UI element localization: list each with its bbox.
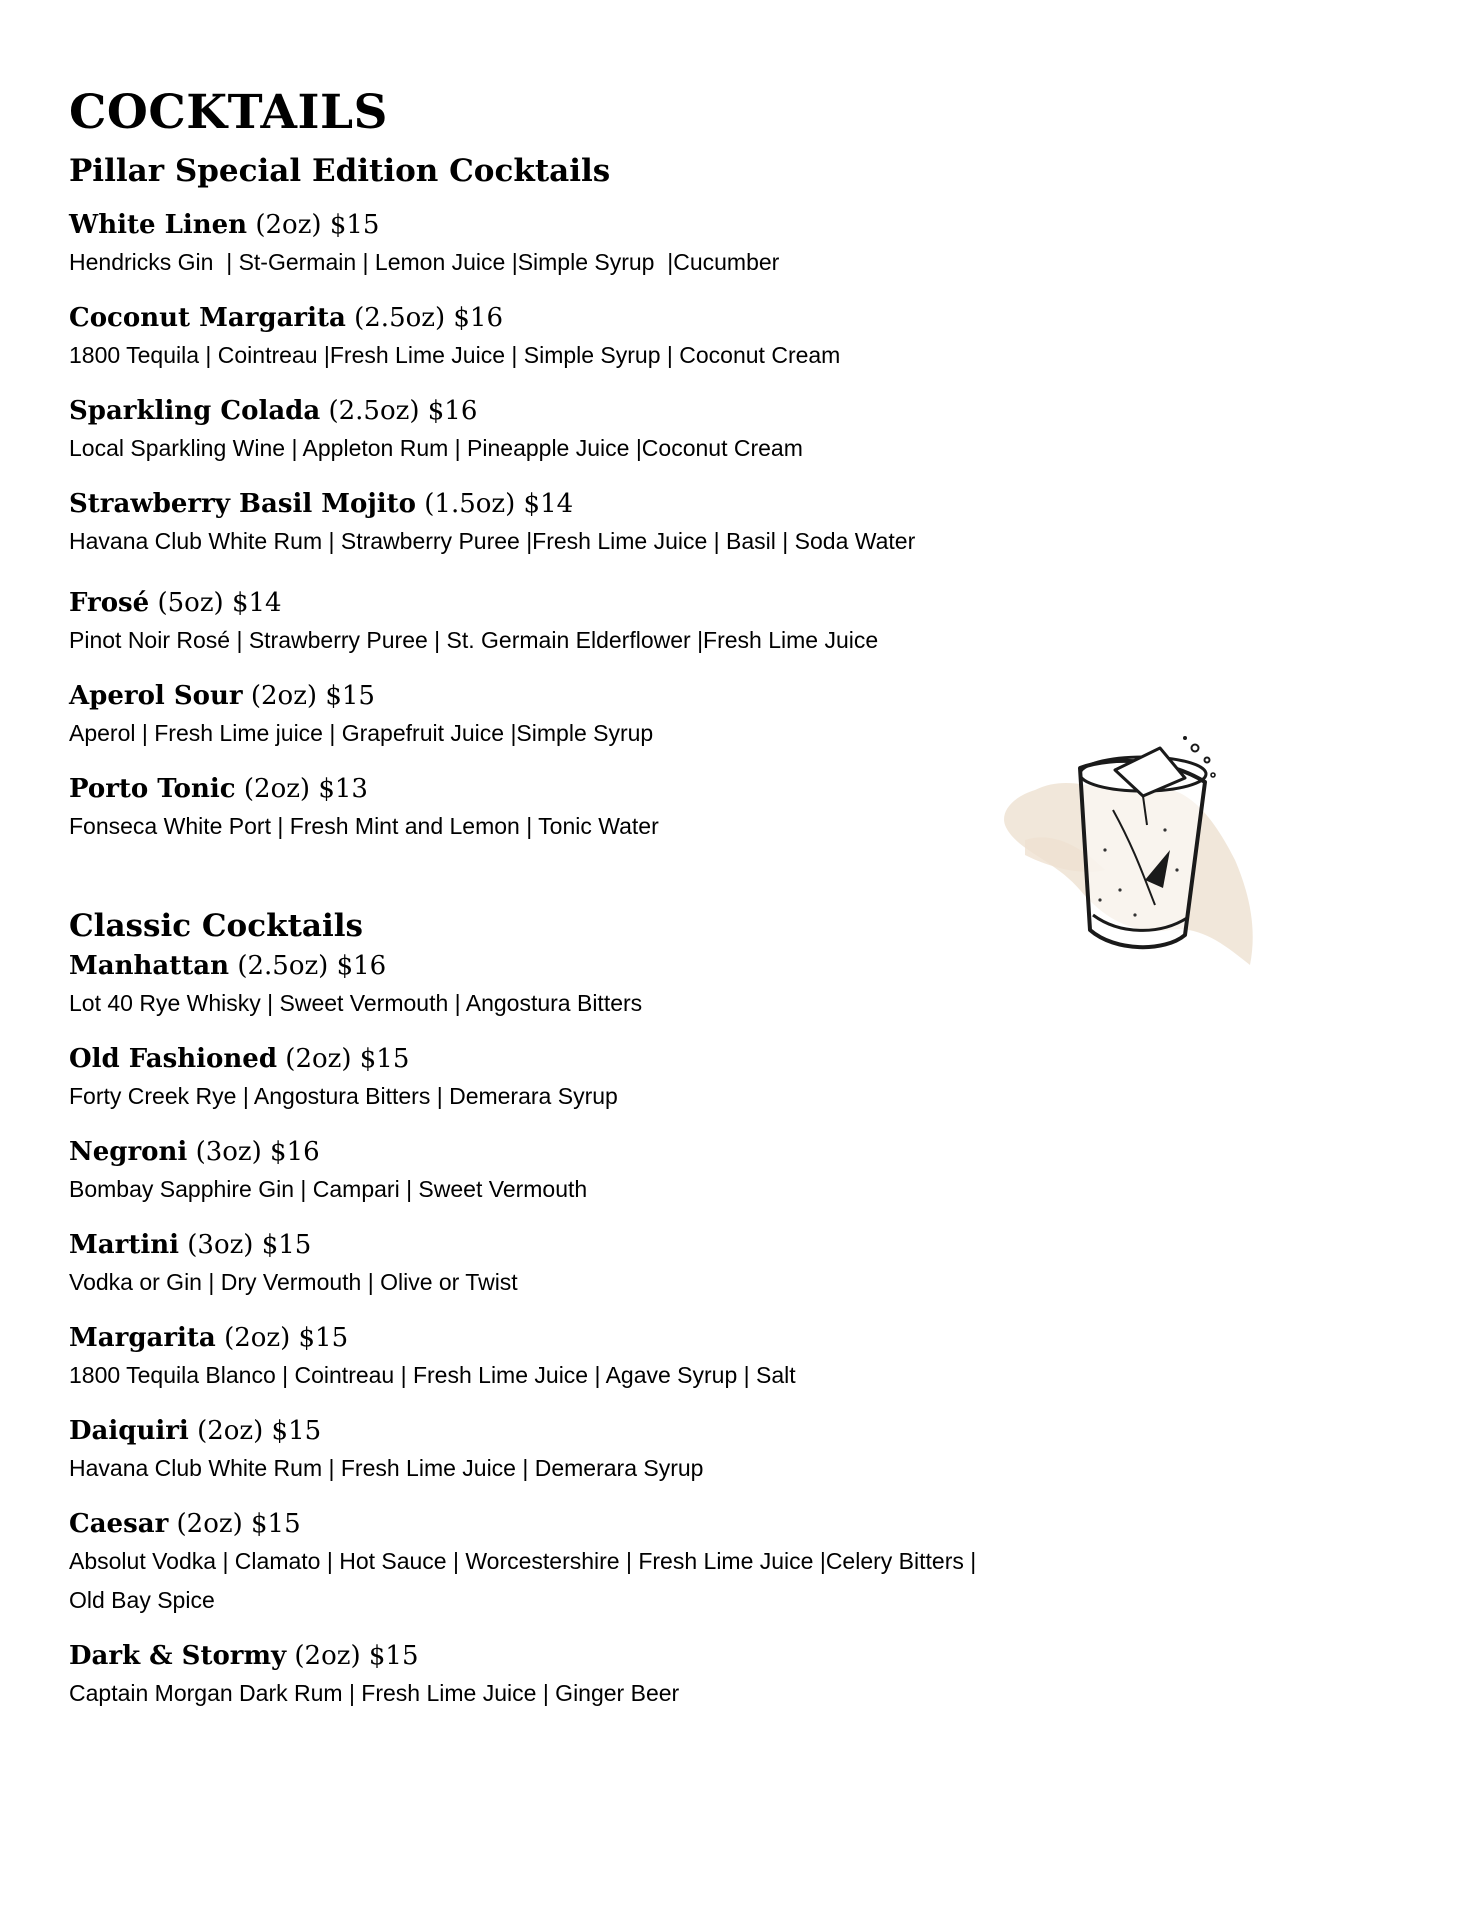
item-ingredients-continued: Old Bay Spice	[69, 1587, 215, 1613]
item-name: Martini	[69, 1230, 179, 1260]
item-ingredients: Bombay Sapphire Gin | Campari | Sweet Vermouth	[69, 1176, 588, 1202]
item-size: (2oz)	[224, 1323, 291, 1353]
item-ingredients: Aperol | Fresh Lime juice | Grapefruit Juice |Simple Syrup	[69, 720, 654, 746]
item-ingredients: Lot 40 Rye Whisky | Sweet Vermouth | Angostura Bitters	[69, 990, 643, 1016]
item-size: (2.5oz)	[237, 951, 329, 981]
item-size: (2oz)	[285, 1044, 352, 1074]
item-ingredients: Captain Morgan Dark Rum | Fresh Lime Juice | Ginger Beer	[69, 1680, 680, 1706]
menu-item	[69, 300, 1169, 375]
item-size: (2.5oz)	[328, 396, 420, 426]
classic-section-heading: Classic Cocktails	[69, 908, 364, 944]
item-ingredients: 1800 Tequila | Cointreau |Fresh Lime Juice | Simple Syrup | Coconut Cream	[69, 342, 841, 368]
menu-item	[69, 1413, 1169, 1488]
special-section-heading: Pillar Special Edition Cocktails	[69, 153, 611, 189]
item-size: (2oz)	[255, 210, 322, 240]
menu-item	[69, 1041, 1169, 1116]
item-name: Daiquiri	[69, 1416, 189, 1446]
item-size: (5oz)	[157, 588, 224, 618]
item-price: $15	[368, 1641, 419, 1671]
item-name: White Linen	[69, 210, 248, 240]
item-name: Sparkling Colada	[69, 396, 321, 426]
item-price: $15	[359, 1044, 410, 1074]
item-size: (1.5oz)	[424, 489, 516, 519]
item-price: $15	[298, 1323, 349, 1353]
item-size: (2oz)	[250, 681, 318, 711]
menu-item	[69, 1227, 1169, 1302]
item-price: $16	[336, 951, 387, 981]
item-ingredients: 1800 Tequila Blanco | Cointreau | Fresh Lime Juice | Agave Syrup | Salt	[69, 1362, 796, 1388]
menu-item	[69, 585, 1169, 660]
item-price: $16	[453, 303, 504, 333]
item-ingredients: Havana Club White Rum | Strawberry Puree |Fresh Lime Juice | Basil | Soda Water	[69, 528, 916, 554]
item-size: (2oz)	[197, 1416, 264, 1446]
item-name: Porto Tonic	[69, 774, 236, 804]
item-size: (3oz)	[195, 1137, 262, 1167]
item-price: $15	[329, 210, 380, 240]
item-size: (2oz)	[176, 1509, 243, 1539]
menu-item	[69, 1320, 1169, 1395]
item-ingredients: Hendricks Gin | St-Germain | Lemon Juice |Simple Syrup |Cucumber	[69, 249, 780, 275]
menu-item	[69, 486, 1169, 561]
menu-item	[69, 1638, 1169, 1713]
menu-item	[69, 1506, 1169, 1620]
item-price: $15	[250, 1509, 301, 1539]
item-price: $15	[261, 1230, 312, 1260]
item-name: Negroni	[69, 1137, 188, 1167]
item-name: Frosé	[69, 588, 150, 618]
item-price: $15	[325, 681, 375, 711]
menu-item	[69, 393, 1169, 468]
item-name: Dark & Stormy	[69, 1641, 287, 1671]
item-name: Old Fashioned	[69, 1044, 278, 1074]
item-price: $14	[523, 489, 574, 519]
item-ingredients: Pinot Noir Rosé | Strawberry Puree | St. Germain Elderflower |Fresh Lime Juice	[69, 627, 879, 653]
item-size: (3oz)	[187, 1230, 254, 1260]
item-name: Strawberry Basil Mojito	[69, 489, 417, 519]
item-name: Margarita	[69, 1323, 216, 1353]
page-title: COCKTAILS	[69, 85, 388, 140]
item-name: Aperol Sour	[69, 681, 243, 711]
menu-item	[69, 1134, 1169, 1209]
item-name: Caesar	[69, 1509, 169, 1539]
item-size: (2oz)	[294, 1641, 361, 1671]
item-price: $16	[427, 396, 478, 426]
item-ingredients: Fonseca White Port | Fresh Mint and Lemon | Tonic Water	[69, 813, 659, 839]
item-price: $13	[318, 774, 368, 804]
menu-item	[69, 207, 1169, 282]
item-size: (2oz)	[243, 774, 311, 804]
item-name: Manhattan	[69, 951, 230, 981]
item-price: $14	[231, 588, 282, 618]
item-ingredients: Forty Creek Rye | Angostura Bitters | Demerara Syrup	[69, 1083, 618, 1109]
item-size: (2.5oz)	[354, 303, 446, 333]
item-ingredients: Vodka or Gin | Dry Vermouth | Olive or Twist	[69, 1269, 518, 1295]
item-price: $16	[270, 1137, 320, 1167]
item-ingredients: Local Sparkling Wine | Appleton Rum | Pineapple Juice |Coconut Cream	[69, 435, 803, 461]
item-ingredients: Absolut Vodka | Clamato | Hot Sauce | Worcestershire | Fresh Lime Juice |Celery Bitters |	[69, 1548, 977, 1574]
cocktail-glass-icon	[995, 730, 1265, 980]
item-name: Coconut Margarita	[69, 303, 346, 333]
item-ingredients: Havana Club White Rum | Fresh Lime Juice | Demerara Syrup	[69, 1455, 704, 1481]
item-price: $15	[271, 1416, 322, 1446]
